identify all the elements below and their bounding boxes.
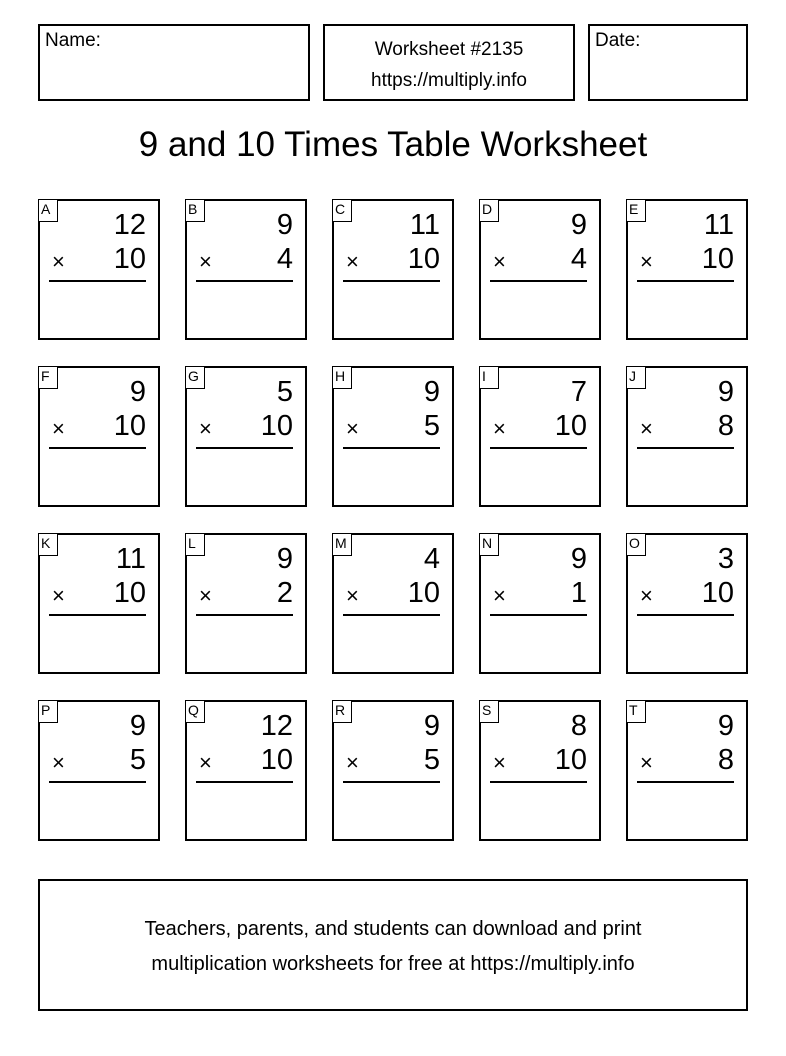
problem-card: [185, 533, 307, 674]
answer-line: [637, 781, 734, 783]
answer-line: [49, 447, 146, 449]
multiply-sign-icon: ×: [493, 750, 506, 775]
multiply-sign-icon: ×: [52, 249, 65, 274]
multiply-sign-icon: ×: [640, 249, 653, 274]
problem-card: [38, 533, 160, 674]
problem-label: J: [626, 366, 646, 389]
problem-label: Q: [185, 700, 205, 723]
multiply-sign-icon: ×: [199, 750, 212, 775]
problem-card: [38, 199, 160, 340]
multiplier: 10: [260, 410, 293, 442]
problem-card: [38, 700, 160, 841]
footer-line-2: multiplication worksheets for free at https://multiply.info: [151, 953, 635, 975]
problem-card: [332, 199, 454, 340]
multiply-sign-icon: ×: [52, 416, 65, 441]
problem-label: S: [479, 700, 499, 723]
multiplier: 10: [407, 243, 440, 275]
multiplicand: 9: [570, 209, 587, 241]
multiply-sign-icon: ×: [640, 750, 653, 775]
footer-box: [38, 879, 748, 1011]
problem-label: L: [185, 533, 205, 556]
multiply-sign-icon: ×: [346, 249, 359, 274]
multiplicand: 9: [570, 543, 587, 575]
multiplier: 10: [554, 744, 587, 776]
problem-label: D: [479, 199, 499, 222]
multiplier: 10: [260, 744, 293, 776]
answer-line: [49, 781, 146, 783]
multiplicand: 11: [115, 543, 146, 575]
multiply-sign-icon: ×: [52, 750, 65, 775]
problem-label: G: [185, 366, 205, 389]
multiplier: 10: [701, 577, 734, 609]
worksheet-info-box: [323, 24, 575, 101]
multiplicand: 9: [717, 710, 734, 742]
multiplicand: 11: [703, 209, 734, 241]
multiplicand: 9: [129, 376, 146, 408]
answer-line: [490, 280, 587, 282]
multiplicand: 12: [113, 209, 146, 241]
multiplier: 5: [423, 744, 440, 776]
page-title: 9 and 10 Times Table Worksheet: [138, 125, 648, 164]
name-box[interactable]: [38, 24, 310, 101]
problem-label: T: [626, 700, 646, 723]
problem-label: P: [38, 700, 58, 723]
answer-line: [637, 614, 734, 616]
answer-line: [490, 614, 587, 616]
multiplicand: 7: [570, 376, 587, 408]
multiplier: 2: [276, 577, 293, 609]
multiplicand: 3: [717, 543, 734, 575]
multiplicand: 9: [717, 376, 734, 408]
answer-line: [49, 280, 146, 282]
problem-label: I: [479, 366, 499, 389]
problem-label: H: [332, 366, 352, 389]
answer-line: [343, 447, 440, 449]
answer-line: [343, 280, 440, 282]
multiplier: 5: [129, 744, 146, 776]
multiplicand: 9: [423, 376, 440, 408]
multiplier: 10: [113, 577, 146, 609]
answer-line: [49, 614, 146, 616]
multiply-sign-icon: ×: [52, 583, 65, 608]
multiplier: 10: [701, 243, 734, 275]
multiply-sign-icon: ×: [199, 249, 212, 274]
footer-line-1: Teachers, parents, and students can download and print: [144, 918, 642, 940]
problem-card: [479, 700, 601, 841]
multiplier: 10: [407, 577, 440, 609]
answer-line: [637, 447, 734, 449]
problem-label: F: [38, 366, 58, 389]
multiplier: 5: [423, 410, 440, 442]
multiplier: 10: [554, 410, 587, 442]
multiply-sign-icon: ×: [199, 583, 212, 608]
problem-label: R: [332, 700, 352, 723]
problem-card: [626, 199, 748, 340]
answer-line: [196, 447, 293, 449]
multiplier: 10: [113, 410, 146, 442]
problem-label: M: [332, 533, 352, 556]
problem-card: [185, 366, 307, 507]
multiplicand: 9: [276, 543, 293, 575]
problem-card: [479, 533, 601, 674]
multiplicand: 4: [423, 543, 440, 575]
problem-card: [332, 700, 454, 841]
worksheet-url[interactable]: https://multiply.info: [371, 70, 527, 91]
multiplicand: 5: [276, 376, 293, 408]
multiply-sign-icon: ×: [346, 750, 359, 775]
problem-card: [38, 366, 160, 507]
problem-label: A: [38, 199, 58, 222]
answer-line: [196, 280, 293, 282]
answer-line: [637, 280, 734, 282]
multiplier: 8: [717, 410, 734, 442]
problem-card: [185, 700, 307, 841]
multiply-sign-icon: ×: [346, 416, 359, 441]
problem-card: [185, 199, 307, 340]
date-label: Date:: [595, 30, 641, 51]
problem-label: O: [626, 533, 646, 556]
multiply-sign-icon: ×: [346, 583, 359, 608]
problem-card: [479, 199, 601, 340]
problem-card: [479, 366, 601, 507]
answer-line: [196, 781, 293, 783]
name-label: Name:: [45, 30, 101, 51]
multiplicand: 9: [423, 710, 440, 742]
problem-label: C: [332, 199, 352, 222]
problem-label: B: [185, 199, 205, 222]
multiplier: 4: [570, 243, 587, 275]
problem-card: [626, 366, 748, 507]
answer-line: [343, 781, 440, 783]
problem-label: E: [626, 199, 646, 222]
multiplicand: 9: [129, 710, 146, 742]
multiplicand: 9: [276, 209, 293, 241]
problem-label: K: [38, 533, 58, 556]
multiplicand: 8: [570, 710, 587, 742]
multiply-sign-icon: ×: [493, 583, 506, 608]
problem-card: [332, 533, 454, 674]
answer-line: [490, 447, 587, 449]
multiply-sign-icon: ×: [493, 416, 506, 441]
date-box[interactable]: [588, 24, 748, 101]
problem-card: [626, 700, 748, 841]
multiplier: 8: [717, 744, 734, 776]
answer-line: [196, 614, 293, 616]
problem-label: N: [479, 533, 499, 556]
multiply-sign-icon: ×: [199, 416, 212, 441]
multiply-sign-icon: ×: [640, 583, 653, 608]
multiplier: 4: [276, 243, 293, 275]
multiplier: 1: [570, 577, 587, 609]
multiply-sign-icon: ×: [493, 249, 506, 274]
answer-line: [343, 614, 440, 616]
multiply-sign-icon: ×: [640, 416, 653, 441]
multiplicand: 11: [409, 209, 440, 241]
problem-card: [332, 366, 454, 507]
multiplier: 10: [113, 243, 146, 275]
answer-line: [490, 781, 587, 783]
worksheet-number: Worksheet #2135: [374, 39, 524, 60]
problem-card: [626, 533, 748, 674]
multiplicand: 12: [260, 710, 293, 742]
